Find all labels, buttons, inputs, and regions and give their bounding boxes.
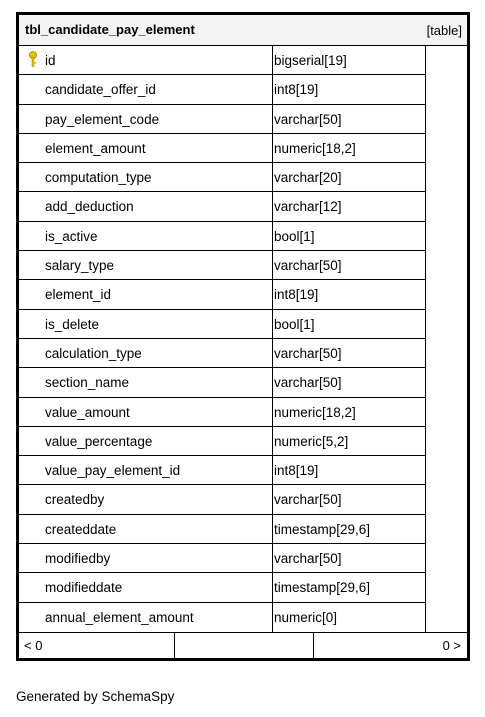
column-type: numeric[18,2] <box>274 140 356 156</box>
column-row <box>19 310 425 339</box>
column-type: int8[19] <box>274 287 319 303</box>
column-name: value_percentage <box>45 433 153 449</box>
column-type: bool[1] <box>274 316 315 332</box>
column-type: varchar[50] <box>274 111 342 127</box>
column-name: value_pay_element_id <box>45 463 181 479</box>
column-divider <box>272 75 273 103</box>
column-divider <box>272 192 273 220</box>
column-type: varchar[50] <box>274 551 342 567</box>
key-icon <box>27 51 39 68</box>
column-type: numeric[5,2] <box>274 433 349 449</box>
column-name: createddate <box>45 521 117 537</box>
column-row <box>19 105 425 134</box>
column-type: varchar[50] <box>274 258 342 274</box>
table-header <box>19 15 467 46</box>
column-row <box>19 251 425 280</box>
footer-divider <box>174 633 175 658</box>
column-type: varchar[12] <box>274 199 342 215</box>
column-divider <box>272 339 273 367</box>
column-row <box>19 222 425 251</box>
column-type: timestamp[29,6] <box>274 521 371 537</box>
column-divider <box>272 485 273 513</box>
table-node <box>16 12 470 661</box>
column-divider <box>272 251 273 279</box>
column-divider <box>272 46 273 74</box>
column-name: element_id <box>45 287 112 303</box>
column-divider <box>272 456 273 484</box>
column-type: varchar[50] <box>274 345 342 361</box>
column-row <box>19 163 425 192</box>
column-name: salary_type <box>45 258 115 274</box>
column-name: is_active <box>45 228 98 244</box>
column-row <box>19 134 425 163</box>
column-row <box>19 485 425 514</box>
column-divider <box>272 105 273 133</box>
table-name: tbl_candidate_pay_element <box>25 22 195 37</box>
column-divider <box>272 163 273 191</box>
column-type: timestamp[29,6] <box>274 580 371 596</box>
column-name: add_deduction <box>45 199 134 215</box>
column-row <box>19 368 425 397</box>
column-divider <box>272 515 273 543</box>
column-row <box>19 46 425 75</box>
column-name: section_name <box>45 375 130 391</box>
column-row <box>19 603 425 632</box>
column-name: value_amount <box>45 404 130 420</box>
column-name: calculation_type <box>45 345 142 361</box>
column-divider <box>272 134 273 162</box>
column-type: numeric[0] <box>274 609 338 625</box>
generated-by-caption: Generated by SchemaSpy <box>16 689 175 704</box>
column-row <box>19 75 425 104</box>
column-row <box>19 398 425 427</box>
column-name: createdby <box>45 492 105 508</box>
column-row <box>19 280 425 309</box>
column-type: varchar[50] <box>274 492 342 508</box>
column-name: pay_element_code <box>45 111 160 127</box>
column-type: numeric[18,2] <box>274 404 356 420</box>
child-count: 0 > <box>442 638 461 653</box>
column-type: bool[1] <box>274 228 315 244</box>
column-name: element_amount <box>45 140 146 156</box>
footer-divider <box>313 633 314 658</box>
parent-count: < 0 <box>24 638 43 653</box>
column-divider <box>272 368 273 396</box>
column-name: modifiedby <box>45 551 111 567</box>
column-name: id <box>45 53 56 68</box>
column-divider <box>272 573 273 601</box>
column-name: candidate_offer_id <box>45 82 156 98</box>
table-kind-label: [table] <box>426 23 462 38</box>
column-row <box>19 339 425 368</box>
column-name: modifieddate <box>45 580 123 596</box>
column-divider <box>272 310 273 338</box>
column-divider <box>272 280 273 308</box>
column-type: varchar[50] <box>274 375 342 391</box>
column-type: int8[19] <box>274 463 319 479</box>
column-divider <box>272 222 273 250</box>
column-type: int8[19] <box>274 82 319 98</box>
column-list <box>19 46 426 632</box>
column-row <box>19 544 425 573</box>
column-name: computation_type <box>45 170 152 186</box>
column-row <box>19 573 425 602</box>
column-divider <box>272 544 273 572</box>
column-type: bigserial[19] <box>274 53 347 68</box>
column-divider <box>272 427 273 455</box>
column-divider <box>272 398 273 426</box>
table-footer <box>19 632 467 658</box>
column-name: annual_element_amount <box>45 609 194 625</box>
column-name: is_delete <box>45 316 100 332</box>
column-row <box>19 515 425 544</box>
column-row <box>19 456 425 485</box>
column-row <box>19 192 425 221</box>
column-type: varchar[20] <box>274 170 342 186</box>
column-row <box>19 427 425 456</box>
column-divider <box>272 603 273 632</box>
